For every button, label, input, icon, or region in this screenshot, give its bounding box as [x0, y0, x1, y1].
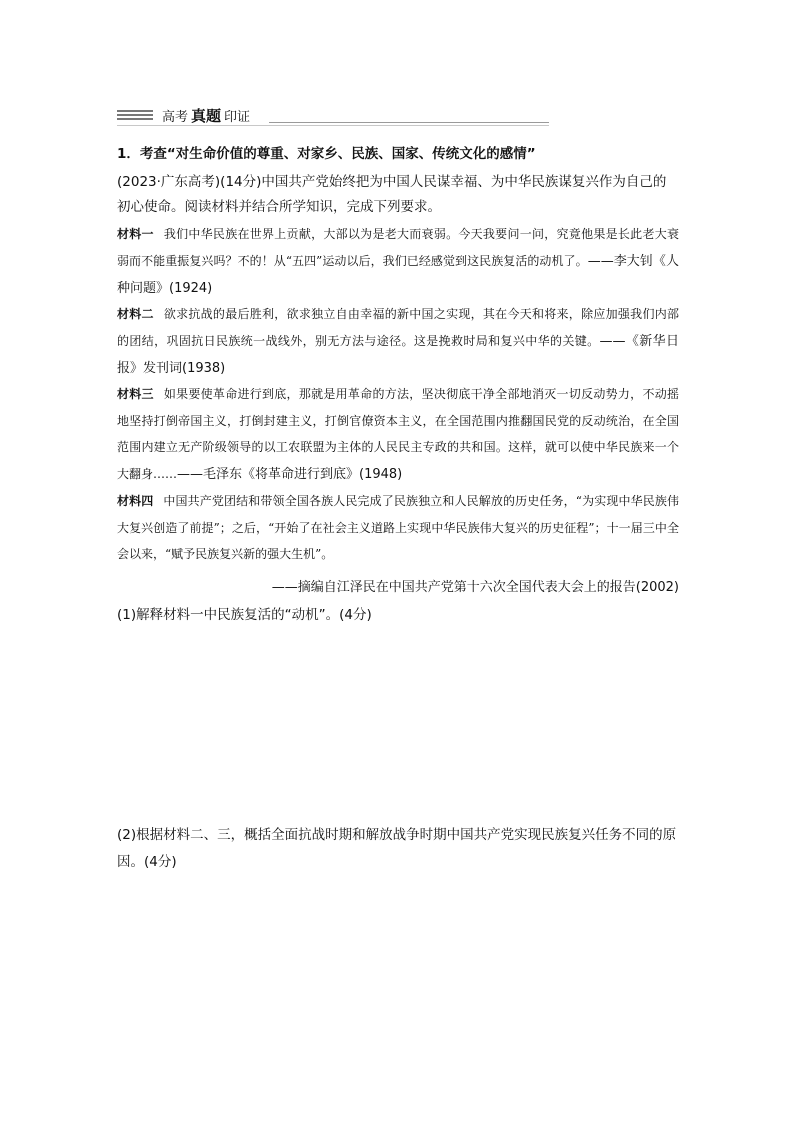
- section-title-prefix: 高考: [162, 110, 189, 125]
- header-underline: [117, 125, 549, 126]
- subquestion-1: (1)解释材料一中民族复活的“动机”。(4分): [117, 607, 372, 623]
- material-text: 如果要使革命进行到底，那就是用革命的方法，坚决彻底干净全部地消灭一切反动势力，不动摇地坚持打倒帝国主义，打倒封建主义，打倒官僚资本主义，在全国范围内推翻国民党的反动统治，在全国范围内建立无产阶级领导的以工农联盟为主体的人民民主专政的共和国。这样，就可以使中华民族来一个大翻身……: [117, 387, 679, 481]
- material-text: 中国共产党团结和带领全国各族人民完成了民族独立和人民解放的历史任务，“为实现中华民族伟大复兴创造了前提”；之后，“开始了在社会主义道路上实现中华民族伟大复兴的历史征程”；十一届三中全会以来，“赋予民族复兴新的强大生机”。: [117, 494, 679, 561]
- section-title-emphasis: 真题: [191, 107, 222, 125]
- material-3: [117, 381, 679, 488]
- material-label: 材料二: [117, 307, 154, 321]
- material-source: ——毛泽东《将革命进行到底》(1948): [177, 466, 403, 482]
- material-source: ——《新华日报》发刊词(1938): [117, 333, 679, 376]
- material-source: ——摘编自江泽民在中国共产党第十六次全国代表大会上的报告(2002): [271, 580, 679, 595]
- subquestion-2: (2)根据材料二、三，概括全面抗战时期和解放战争时期中国共产党实现民族复兴任务不同的原因。(4分): [117, 827, 677, 870]
- material-1: [117, 221, 679, 303]
- material-text: 欲求抗战的最后胜利，欲求独立自由幸福的新中国之实现，其在今天和将来，除应加强我们内部的团结，巩固抗日民族统一战线外，别无方法与途径。这是挽救时局和复兴中华的关键。: [117, 307, 679, 348]
- section-header: [117, 104, 477, 126]
- material-text: 我们中华民族在世界上贡献，大部以为是老大而衰弱。今天我要问一问，究竟他果是长此老大衰弱而不能重振复兴吗？不的！从“五四”运动以后，我们已经感觉到这民族复活的动机了。: [117, 227, 679, 268]
- header-rule: [269, 122, 549, 123]
- material-label: 材料四: [117, 494, 154, 508]
- material-source: ——李大钊《人种问题》(1924): [117, 253, 679, 296]
- question-title: 1．考查“对生命价值的尊重、对家乡、民族、国家、传统文化的感情”: [117, 146, 536, 162]
- section-title: [162, 105, 250, 126]
- material-label: 材料一: [117, 227, 154, 241]
- material-4: [117, 488, 679, 568]
- question-intro: (2023·广东高考)(14分)中国共产党始终把为中国人民谋幸福、为中华民族谋复兴作为自己的初心使命。阅读材料并结合所学知识，完成下列要求。: [117, 174, 667, 215]
- material-2: [117, 301, 679, 383]
- section-title-suffix: 印证: [224, 110, 251, 125]
- stripes-decoration: [117, 110, 153, 124]
- material-label: 材料三: [117, 387, 154, 401]
